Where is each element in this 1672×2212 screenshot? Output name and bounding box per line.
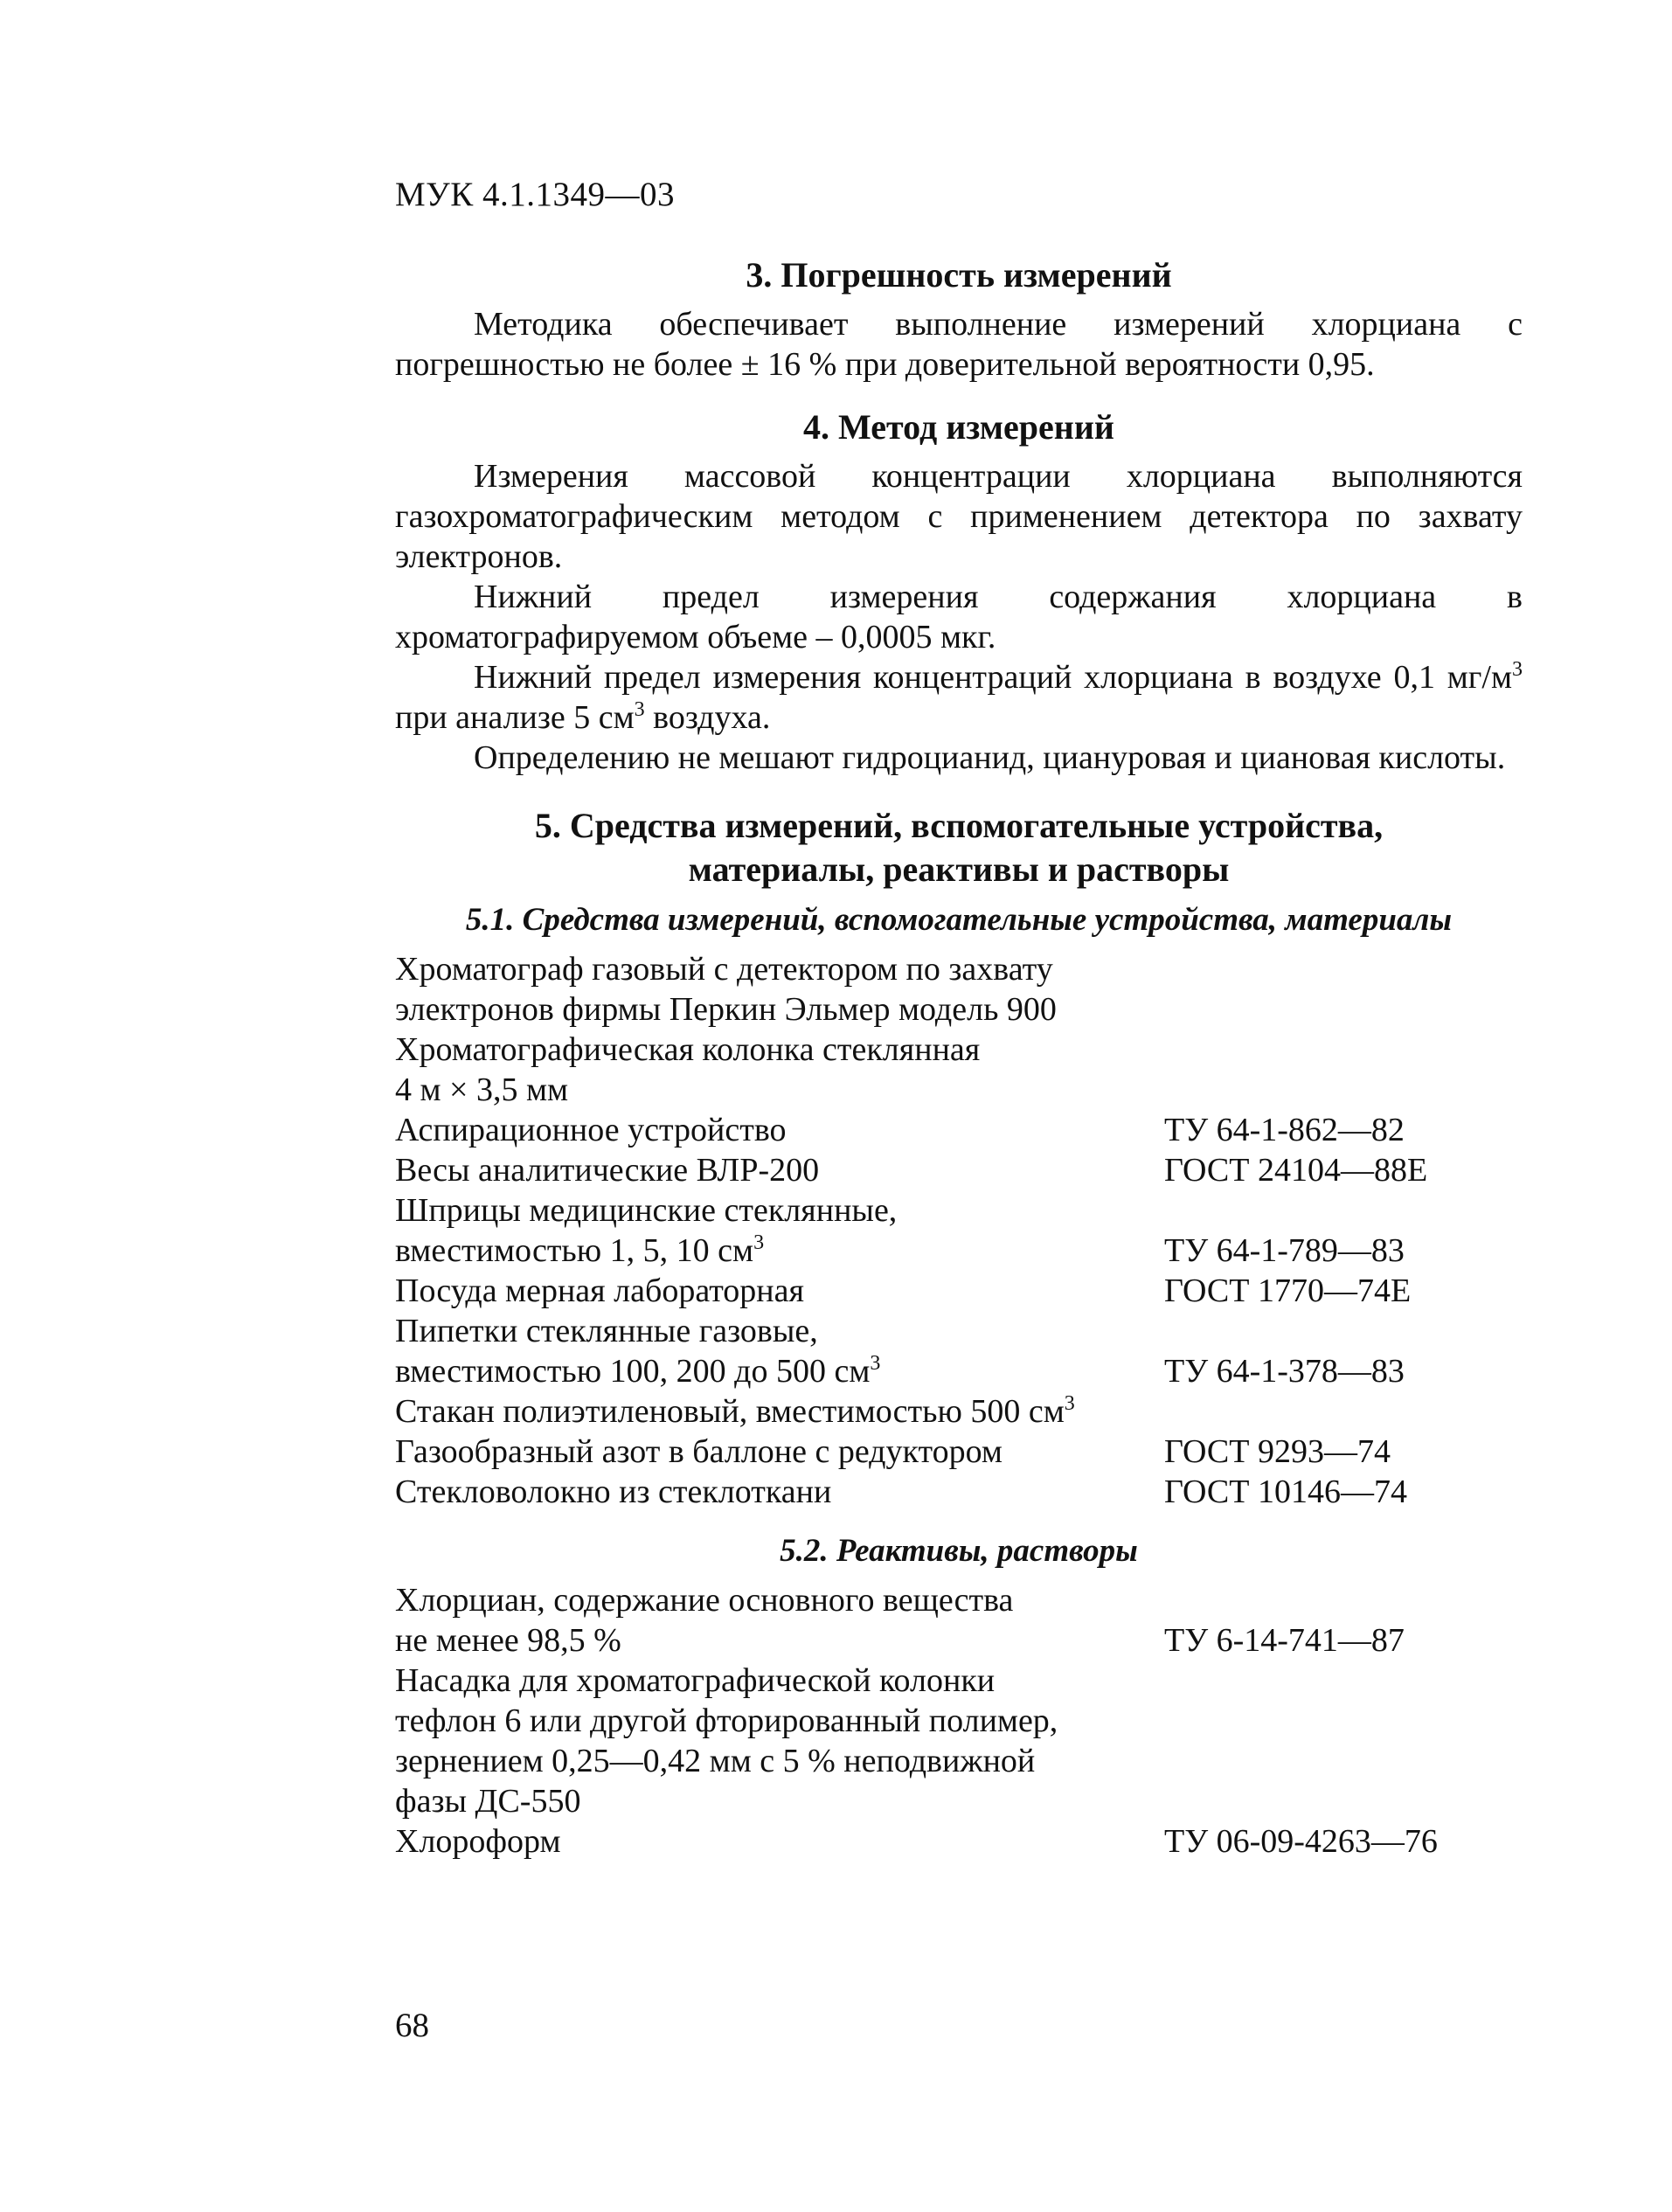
item-standard: ГОСТ 24104—88Е xyxy=(1164,1152,1428,1189)
section-3-paragraph: Методика обеспечивает выполнение измерений хлорциана с погрешностью не более ± 16 % при доверительной вероятности 0,95. xyxy=(395,306,1523,383)
superscript: 3 xyxy=(634,698,645,721)
item-standard xyxy=(1164,949,1523,1030)
table-row xyxy=(395,1311,1523,1391)
item-name: Стекловолокно из стеклоткани xyxy=(395,1474,832,1510)
section-4-paragraph-2: Нижний предел измерения содержания хлорциана в хроматографируемом объеме – 0,0005 мкг. xyxy=(395,579,1523,655)
subsection-5-1-title: 5.1. Средства измерений, вспомогательные устройства, материалы xyxy=(465,902,1453,938)
item-name: Хлороформ xyxy=(395,1823,561,1860)
item-name: Хроматографическая колонка стеклянная 4 м × 3,5 мм xyxy=(395,1031,981,1108)
section-5-title xyxy=(395,804,1523,891)
section-5-title-line-1: 5. Средства измерений, вспомогательные устройства, xyxy=(534,806,1384,845)
item-standard xyxy=(1164,1661,1523,1821)
table-row xyxy=(395,1271,1523,1311)
table-row xyxy=(395,1661,1523,1821)
para3-text-c: воздуха. xyxy=(644,699,771,736)
table-row xyxy=(395,1821,1523,1862)
item-standard: ТУ 64-1-789—83 xyxy=(1164,1232,1405,1269)
section-4-paragraph-4: Определению не мешают гидроцианид, циануровая и циановая кислоты. xyxy=(474,739,1506,776)
table-row xyxy=(395,1190,1523,1271)
item-name: Стакан полиэтиленовый, вместимостью 500 $см^3$ xyxy=(395,1392,1075,1430)
item-standard xyxy=(1164,1030,1523,1110)
section-4-paragraph-3 xyxy=(395,657,1523,738)
item-name: Весы аналитические ВЛР-200 xyxy=(395,1152,820,1189)
table-row xyxy=(395,1580,1523,1661)
para3-text-b: при анализе 5 см xyxy=(395,699,635,736)
table-row xyxy=(395,949,1523,1030)
item-standard: ГОСТ 9293—74 xyxy=(1164,1433,1391,1470)
item-name: Хроматограф газовый с детектором по захвату электронов фирмы Перкин Эльмер модель 900 xyxy=(395,951,1057,1028)
equipment-table xyxy=(395,949,1523,1512)
section-5-title-line-2: материалы, реактивы и растворы xyxy=(688,849,1230,889)
item-name: Посуда мерная лабораторная xyxy=(395,1272,804,1309)
item-name: Шприцы медицинские стеклянные, вместимостью 1, 5, 10 $см^3$ xyxy=(395,1192,898,1269)
reagents-table xyxy=(395,1580,1523,1862)
section-3-title: 3. Погрешность измерений xyxy=(746,255,1172,295)
table-row xyxy=(395,1030,1523,1110)
running-head: МУК 4.1.1349—03 xyxy=(395,176,676,213)
item-name: Газообразный азот в баллоне с редуктором xyxy=(395,1433,1003,1470)
page-content xyxy=(395,253,1523,1862)
item-standard: ТУ 6-14-741—87 xyxy=(1164,1622,1405,1659)
item-name: Хлорциан, содержание основного вещества не менее 98,5 % xyxy=(395,1582,1014,1659)
superscript: 3 xyxy=(1512,658,1523,681)
table-row xyxy=(395,1472,1523,1512)
item-name: Насадка для хроматографической колонки тефлон 6 или другой фторированный полимер, зернением 0,25—0,42 мм с 5 % неподвижной фазы ДС-550 xyxy=(395,1662,1058,1820)
table-row xyxy=(395,1391,1523,1432)
section-4-title: 4. Метод измерений xyxy=(803,407,1114,447)
subsection-5-2-title: 5.2. Реактивы, растворы xyxy=(780,1533,1138,1569)
item-name: Пипетки стеклянные газовые, вместимостью 100, 200 до 500 $см^3$ xyxy=(395,1313,881,1390)
item-standard: ГОСТ 10146—74 xyxy=(1164,1474,1407,1510)
item-standard: ТУ 06-09-4263—76 xyxy=(1164,1823,1438,1860)
item-standard: ТУ 64-1-378—83 xyxy=(1164,1353,1405,1390)
para3-text-a: Нижний предел измерения концентраций хлорциана в воздухе 0,1 мг/м xyxy=(474,659,1512,696)
table-row xyxy=(395,1150,1523,1190)
table-row xyxy=(395,1432,1523,1472)
page-number: 68 xyxy=(395,2007,429,2044)
table-row xyxy=(395,1110,1523,1150)
section-4-paragraph-1: Измерения массовой концентрации хлорциана выполняются газохроматографическим методом с применением детектора по захвату электронов. xyxy=(395,458,1523,575)
item-name: Аспирационное устройство xyxy=(395,1112,787,1148)
item-standard: ТУ 64-1-862—82 xyxy=(1164,1112,1405,1148)
item-standard: ГОСТ 1770—74Е xyxy=(1164,1272,1412,1309)
